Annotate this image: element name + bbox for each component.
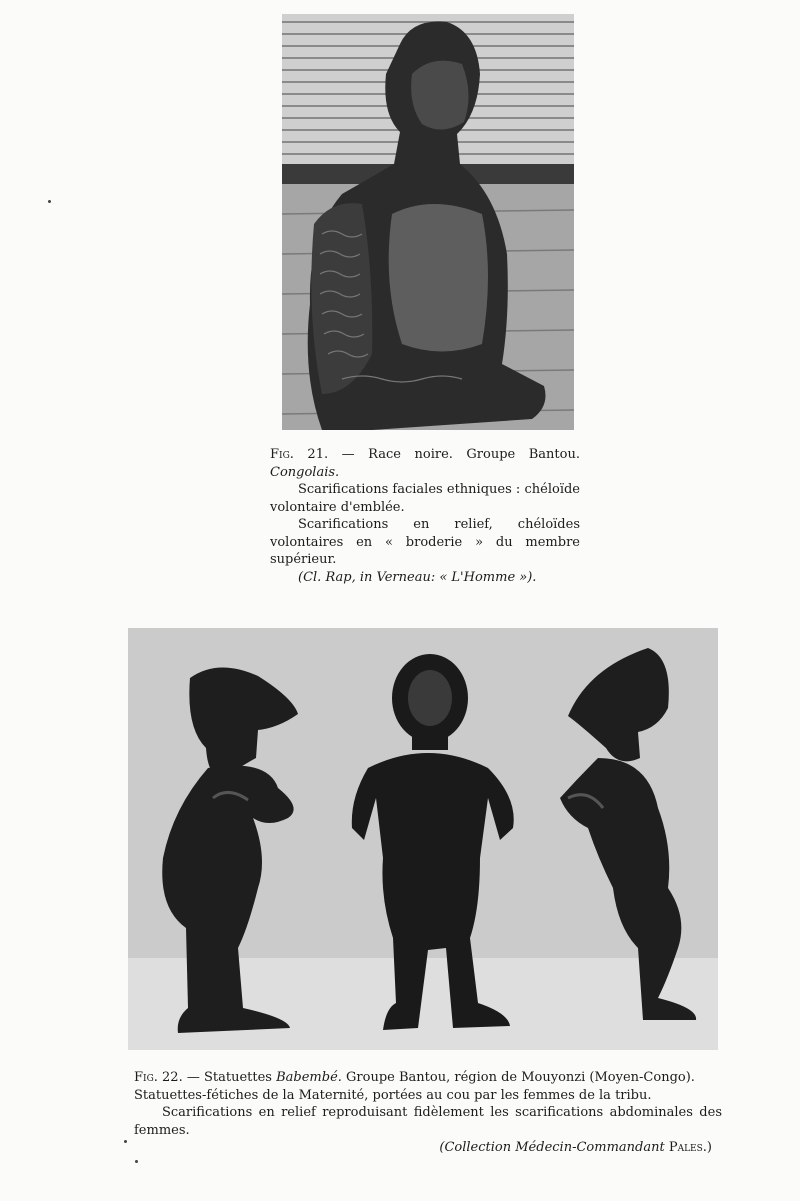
fig22-line1: Statuettes-fétiches de la Maternité, portées au cou par les femmes de la tribu. — [134, 1087, 652, 1103]
fig21-photograph — [282, 14, 574, 430]
fig22-label: Fig. 22. — [134, 1070, 183, 1085]
fig21-label: Fig. 21. — [270, 447, 329, 462]
fig22-credit-pre: (Collection Médecin-Commandant — [439, 1140, 669, 1155]
scan-speck — [124, 1140, 127, 1143]
fig21-line2: Scarifications en relief, chéloïdes volontaires en « broderie » du membre supérieur. — [270, 517, 580, 567]
scan-speck — [48, 200, 51, 203]
fig22-title-post: Groupe Bantou, région de Mouyonzi (Moyen-Congo). — [341, 1070, 695, 1085]
fig21-credit: (Cl. Rap, in Verneau: « L'Homme »). — [298, 569, 537, 585]
fig22-caption — [134, 1069, 722, 1139]
fig21-title: — Race noire. Groupe Bantou. — [328, 447, 580, 462]
fig21-title-italic: Congolais. — [270, 464, 340, 480]
fig22-credit — [300, 1140, 712, 1155]
fig21-photo-drawing — [282, 14, 574, 430]
fig21-line1: Scarifications faciales ethniques : chéloïde volontaire d'emblée. — [270, 482, 580, 515]
fig22-title-italic: Babembé. — [276, 1070, 342, 1085]
fig22-line2: Scarifications en relief reproduisant fidèlement les scarifications abdominales des femmes. — [134, 1105, 722, 1138]
fig22-title-pre: — Statuettes — [182, 1070, 277, 1085]
fig22-credit-post: ) — [706, 1140, 712, 1155]
scan-speck — [135, 1160, 138, 1163]
fig22-credit-name: Pales. — [668, 1140, 707, 1155]
fig21-caption — [270, 446, 580, 586]
fig22-photograph — [128, 628, 718, 1050]
fig22-photo-drawing — [128, 628, 718, 1050]
